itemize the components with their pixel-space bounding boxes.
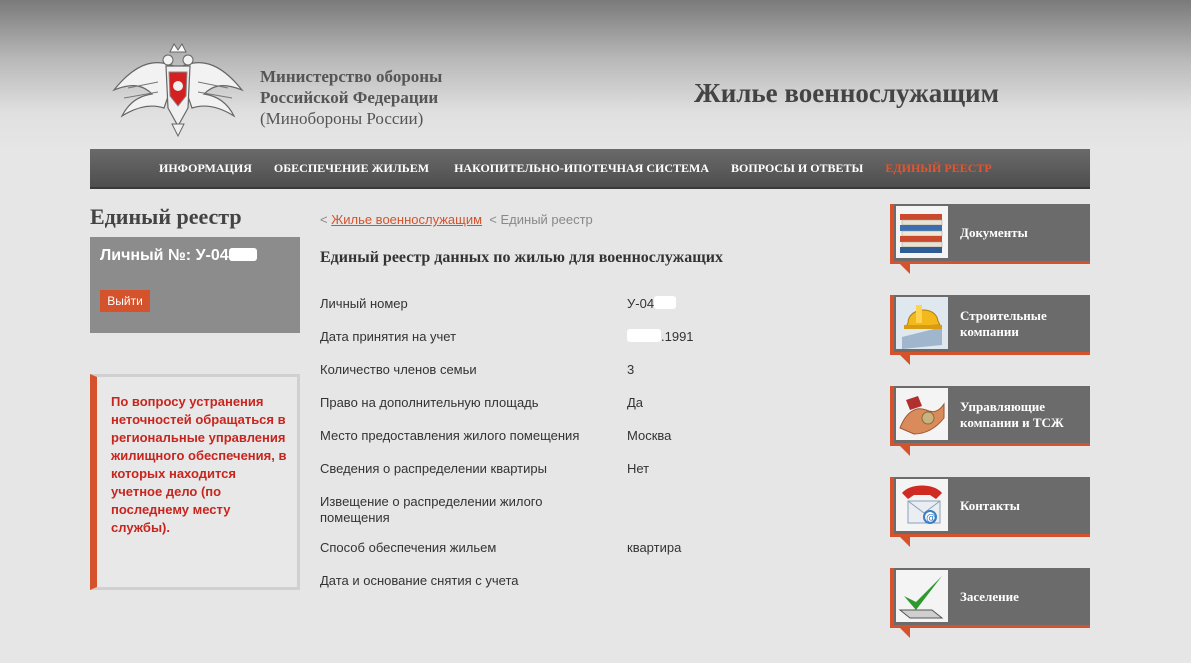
row-value xyxy=(627,329,694,345)
notice-box xyxy=(90,374,300,590)
ministry-name-line1: Министерство обороны xyxy=(260,67,443,86)
row-value: Москва xyxy=(627,428,672,443)
breadcrumb xyxy=(320,212,593,227)
row-label: Место предоставления жилого помещения xyxy=(320,428,580,443)
checkbox-icon xyxy=(896,570,948,622)
row-value: Нет xyxy=(627,461,650,476)
side-card-contacts[interactable] xyxy=(890,477,1090,537)
row-label: Дата принятия на учет xyxy=(320,329,457,344)
row-value: квартира xyxy=(627,540,682,555)
side-card-label: Строительные компании xyxy=(960,307,1047,339)
breadcrumb-separator: < xyxy=(320,212,328,227)
ministry-name-line2: Российской Федерации xyxy=(260,88,439,107)
row-label: Способ обеспечения жильем xyxy=(320,540,497,555)
side-card-label: Контакты xyxy=(960,497,1020,513)
row-value xyxy=(627,296,676,312)
row-label: Количество членов семьи xyxy=(320,362,477,377)
row-value: Да xyxy=(627,395,644,410)
handshake-icon xyxy=(896,388,948,440)
page-title: Единый реестр данных по жилью для военнослужащих xyxy=(320,249,723,266)
sidebar-title: Единый реестр xyxy=(90,204,242,229)
row-value-text: У-04 xyxy=(627,296,655,311)
phone-mail-icon xyxy=(896,479,948,531)
side-card-construction-companies[interactable] xyxy=(890,295,1090,355)
card-tail xyxy=(900,355,910,365)
nav-item-housing-provision[interactable]: ОБЕСПЕЧЕНИЕ ЖИЛЬЕМ xyxy=(273,160,430,175)
ministry-emblem-icon[interactable] xyxy=(108,38,248,138)
ministry-name-line3: (Минобороны России) xyxy=(260,109,424,128)
nav-item-information[interactable]: ИНФОРМАЦИЯ xyxy=(159,160,252,175)
personal-number xyxy=(100,247,257,265)
side-card-label: Документы xyxy=(960,224,1028,240)
redaction-mask xyxy=(654,296,676,309)
user-panel xyxy=(90,237,300,333)
breadcrumb-current: Единый реестр xyxy=(500,212,593,227)
side-card-settlement[interactable] xyxy=(890,568,1090,628)
breadcrumb-link-home[interactable]: Жилье военнослужащим xyxy=(331,212,483,227)
logout-button[interactable]: Выйти xyxy=(100,290,150,312)
personal-number-label: Личный №: У-04 xyxy=(100,247,229,264)
nav-item-unified-register[interactable]: ЕДИНЫЙ РЕЕСТР xyxy=(885,160,992,175)
row-value: 3 xyxy=(627,362,635,377)
redaction-mask xyxy=(627,329,661,342)
nav-item-faq[interactable]: ВОПРОСЫ И ОТВЕТЫ xyxy=(731,160,864,175)
documents-icon xyxy=(896,206,948,258)
site-header xyxy=(0,0,1191,150)
row-label: Дата и основание снятия с учета xyxy=(320,573,519,588)
side-card-documents[interactable] xyxy=(890,204,1090,264)
row-label: Извещение о распределении жилого помещения xyxy=(320,494,543,525)
redaction-mask xyxy=(229,248,257,261)
breadcrumb-separator: < xyxy=(489,212,497,227)
notice-text: По вопросу устранения неточностей обращаться в региональные управления жилищного обеспечения, в которых находится учетное дело (по последнему месту службы). xyxy=(111,394,287,535)
side-card-label: Управляющие компании и ТСЖ xyxy=(960,398,1064,430)
ministry-name xyxy=(260,66,442,129)
card-tail xyxy=(900,264,910,274)
side-card-management-companies[interactable] xyxy=(890,386,1090,446)
side-card-label: Заселение xyxy=(960,588,1019,604)
row-value-text: .1991 xyxy=(661,329,694,344)
construction-helmet-icon xyxy=(896,297,948,349)
svg-text:@: @ xyxy=(926,513,936,524)
row-label: Сведения о распределении квартиры xyxy=(320,461,547,476)
row-label: Право на дополнительную площадь xyxy=(320,395,539,410)
nav-item-mortgage-system[interactable]: НАКОПИТЕЛЬНО-ИПОТЕЧНАЯ СИСТЕМА xyxy=(454,160,710,175)
main-navigation xyxy=(90,149,1090,189)
site-title: Жилье военнослужащим xyxy=(694,78,1000,108)
card-tail xyxy=(900,628,910,638)
card-tail xyxy=(900,446,910,456)
row-label: Личный номер xyxy=(320,296,408,311)
card-tail xyxy=(900,537,910,547)
